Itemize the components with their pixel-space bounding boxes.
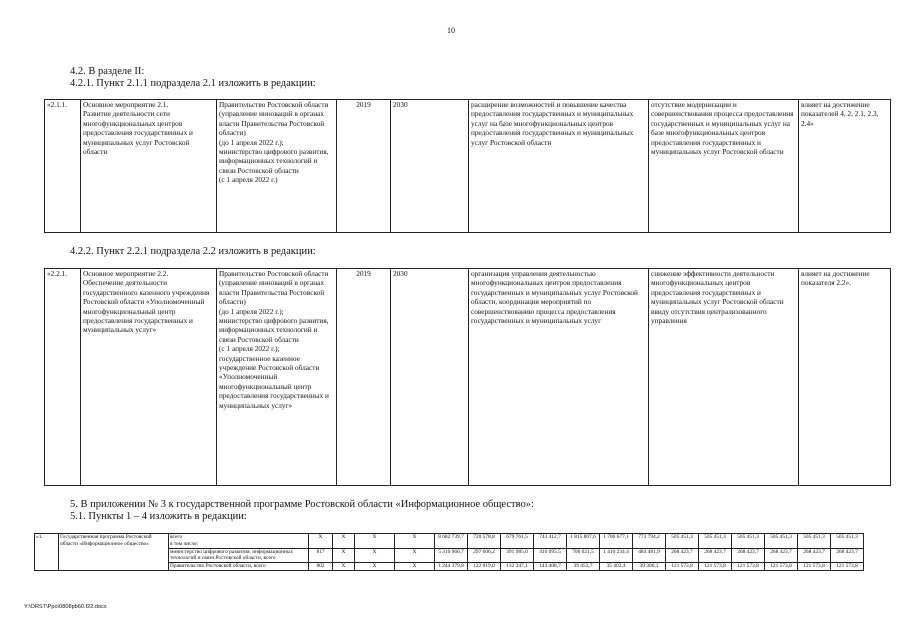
rz-pr-cell: X	[333, 563, 355, 571]
amount-cell: 143 408,7	[534, 563, 567, 571]
expected-result: организация управления деятельностью многофункциональных центров предоставления государственных и муниципальных услуг Ростовской области, координация мероприятий по совершенствованию процесса предоставления государственных и муниципальных услуг	[469, 269, 649, 486]
section-4-2-2-heading: 4.2.2. Пункт 2.2.1 подраздела 2.2 изложить в редакции:	[70, 246, 316, 257]
amount-cell: 410 095,5	[534, 548, 567, 563]
financing-table	[34, 533, 864, 571]
executor-label: министерство цифрового развития, информационных технологий и связи Ростовской области, всего	[169, 548, 309, 563]
amount-cell: 5 310 966,7	[435, 548, 468, 563]
amount-cell: 773 794,2	[633, 534, 666, 549]
amount-cell: 391 985,0	[501, 548, 534, 563]
amount-cell: 268 423,7	[831, 548, 864, 563]
section-5-1-heading: 5.1. Пункты 1 – 4 изложить в редакции:	[70, 511, 247, 522]
amount-cell: 39 453,7	[567, 563, 600, 571]
row-number: «1.	[35, 534, 59, 571]
amount-cell: 297 606,2	[468, 548, 501, 563]
indicator-link: влияет на достижение показателя 2.2».	[799, 269, 891, 486]
vr-cell: X	[395, 534, 435, 549]
amount-cell: 268 423,7	[798, 548, 831, 563]
amount-cell: 121 573,8	[765, 563, 798, 571]
row-number: «2.2.1.	[45, 269, 81, 486]
end-year: 2030	[391, 100, 469, 233]
indicator-link: влияет на достижение показателей 4, 2, 2.1, 2.3, 2.4»	[799, 100, 891, 233]
amount-cell: 35 402,4	[600, 563, 633, 571]
page-number: 10	[447, 26, 455, 35]
amount-cell: 1 410 234,4	[600, 548, 633, 563]
amount-cell: 121 573,8	[798, 563, 831, 571]
responsible-executor: Правительство Ростовской области (управление инноваций в органах власти Правительства Ростовской области) (до 1 апреля 2022 г.); министерство цифрового развития, информационных технологий и связи Ростовской области (с 1 апреля 2022 г.); государственное казенное учреждение Ростовской области «Уполномоченный многофункциональный центр предоставления государственных и муниципальных услуг»	[217, 269, 337, 486]
csr-cell: X	[355, 563, 395, 571]
table-row	[45, 100, 891, 233]
grbs-code: 802	[309, 563, 333, 571]
grbs-code: 817	[309, 548, 333, 563]
amount-cell: 268 423,7	[666, 548, 699, 563]
measure-table-2-1-1	[44, 99, 891, 233]
amount-cell: 39 306,1	[633, 563, 666, 571]
grbs-code: X	[309, 534, 333, 549]
measure-name: Основное мероприятие 2.1. Развитие деятельности сети многофункциональных центров предоставления государственных и муниципальных услуг Ростовской области	[81, 100, 217, 233]
amount-cell: 1 815 807,6	[567, 534, 600, 549]
rz-pr-cell: X	[333, 534, 355, 549]
amount-cell: 121 573,8	[831, 563, 864, 571]
amount-cell: 505 451,3	[798, 534, 831, 549]
amount-cell: 121 573,8	[732, 563, 765, 571]
non-implementation-consequence: отсутствие модернизации и совершенствования процесса предоставления государственных и муниципальных услуг на базе многофункциональных центров предоставления государственных и муниципальных услуг Ростовской области	[649, 100, 799, 233]
amount-cell: 720 578,8	[468, 534, 501, 549]
amount-cell: 706 021,5	[567, 548, 600, 563]
start-year: 2019	[337, 269, 391, 486]
amount-cell: 1 706 677,1	[600, 534, 633, 549]
end-year: 2030	[391, 269, 469, 486]
file-path-footer: Y:\ORST\Ppo\0808pb60.f22.docx	[24, 604, 107, 610]
row-number: «2.1.1.	[45, 100, 81, 233]
amount-cell: 122 019,0	[468, 563, 501, 571]
amount-cell: 505 451,3	[666, 534, 699, 549]
section-5-heading: 5. В приложении № 3 к государственной программе Ростовской области «Информационное общество»:	[70, 499, 534, 510]
measure-table-2-2-1	[44, 268, 891, 486]
program-name: Государственная программа Ростовской области «Информационное общество»	[59, 534, 169, 571]
amount-cell: 121 573,8	[666, 563, 699, 571]
responsible-executor: Правительство Ростовской области (управление инноваций в органах власти Правительства Ростовской области) (до 1 апреля 2022 г.); министерство цифрового развития, информационных технологий и связи Ростовской области (с 1 апреля 2022 г.)	[217, 100, 337, 233]
table-row	[45, 269, 891, 486]
non-implementation-consequence: снижение эффективности деятельности многофункциональных центров предоставления государственных и муниципальных услуг Ростовской области ввиду отсутствия централизованного управления	[649, 269, 799, 486]
amount-cell: 121 573,8	[699, 563, 732, 571]
amount-cell: 679 761,5	[501, 534, 534, 549]
amount-cell: 505 451,3	[831, 534, 864, 549]
amount-cell: 505 451,3	[765, 534, 798, 549]
amount-cell: 484 481,9	[633, 548, 666, 563]
amount-cell: 505 451,3	[699, 534, 732, 549]
amount-cell: 268 423,7	[765, 548, 798, 563]
rz-pr-cell: X	[333, 548, 355, 563]
amount-cell: 268 423,7	[732, 548, 765, 563]
amount-cell: 268 423,7	[699, 548, 732, 563]
measure-name: Основное мероприятие 2.2. Обеспечение деятельности государственного казенного учреждения Ростовской области «Уполномоченный многофункциональный центр предоставления государственных и муниципальных услуг»	[81, 269, 217, 486]
amount-cell: 743 412,7	[534, 534, 567, 549]
section-4-2-1-heading: 4.2.1. Пункт 2.1.1 подраздела 2.1 изложить в редакции:	[70, 78, 316, 89]
amount-cell: 8 682 739,7	[435, 534, 468, 549]
csr-cell: X	[355, 548, 395, 563]
csr-cell: X	[355, 534, 395, 549]
executor-label: всего в том числе:	[169, 534, 309, 549]
amount-cell: 1 244 379,8	[435, 563, 468, 571]
table-row	[35, 534, 864, 549]
executor-label: Правительство Ростовской области, всего	[169, 563, 309, 571]
vr-cell: X	[395, 548, 435, 563]
start-year: 2019	[337, 100, 391, 233]
vr-cell: X	[395, 563, 435, 571]
amount-cell: 505 451,3	[732, 534, 765, 549]
section-4-2-heading: 4.2. В разделе II:	[70, 66, 145, 77]
amount-cell: 132 347,1	[501, 563, 534, 571]
expected-result: расширение возможностей и повышение качества предоставления государственных и муниципальных услуг на базе многофункциональных центров предоставления государственных и муниципальных услуг Ростовской области	[469, 100, 649, 233]
